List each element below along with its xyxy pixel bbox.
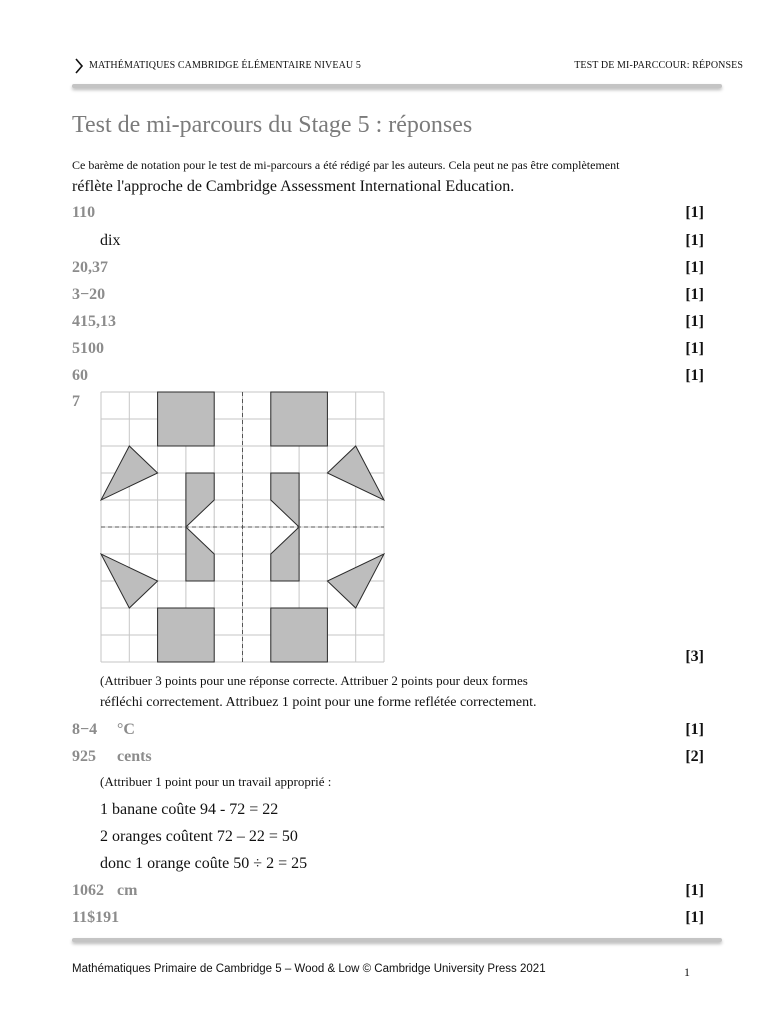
marking-note-7-line-1: (Attribuer 3 points pour une réponse correcte. Attribuer 2 points pour deux formes (100, 673, 528, 688)
mark-badge: [3] (685, 648, 704, 665)
answer-row-3 (72, 285, 704, 305)
intro-line-1: Ce barème de notation pour le test de mi-parcours a été rédigé par les auteurs. Cela peut ne pas être complètement (72, 158, 620, 172)
answer-label: 11$191 (72, 909, 120, 926)
answer-unit: °C (117, 721, 135, 738)
answer-row-8 (72, 720, 704, 740)
answer-unit: cents (117, 748, 152, 765)
answer-label: 5100 (72, 340, 104, 357)
answer-label: 60 (72, 367, 88, 384)
answer-label: 415,13 (72, 313, 116, 330)
marking-note-7-line-2: réfléchi correctement. Attribuez 1 point pour une forme reflétée correctement. (100, 695, 537, 710)
mark-badge: [1] (685, 882, 704, 899)
footer-credit: Mathématiques Primaire de Cambridge 5 – Wood & Low © Cambridge University Press 2021 (72, 963, 546, 975)
footer-divider (72, 938, 722, 942)
answer-label: 110 (72, 204, 96, 221)
answer-label: 1062 (72, 882, 104, 899)
answer-row-4 (72, 312, 704, 332)
answer-label: 20,37 (72, 259, 108, 276)
answer-text: dix (100, 232, 121, 249)
mark-badge: [1] (685, 340, 704, 357)
answer-label: 8−4 (72, 721, 98, 738)
page-number: 1 (684, 965, 690, 979)
square-top-left (158, 392, 215, 446)
answer-label: 925 (72, 748, 96, 765)
mark-badge: [1] (685, 721, 704, 738)
answer-unit: cm (117, 882, 138, 899)
mark-badge: [1] (685, 286, 704, 303)
mark-badge: [2] (685, 748, 704, 765)
page-title: Test de mi-parcours du Stage 5 : réponses (72, 112, 473, 138)
answer-row-2 (72, 258, 704, 278)
answer-row-9 (72, 747, 704, 767)
answer-row-6 (72, 366, 704, 386)
square-top-right (271, 392, 328, 446)
header-course-title: MATHÉMATIQUES CAMBRIDGE ÉLÉMENTAIRE NIVEAU 5 (89, 60, 361, 71)
header-section-title: TEST DE MI-PARCCOUR: RÉPONSES (574, 60, 743, 71)
working-line-3: donc 1 orange coûte 50 ÷ 2 = 25 (100, 855, 308, 872)
reflection-grid (100, 391, 385, 663)
answer-row-11 (72, 908, 704, 928)
mark-badge: [1] (685, 909, 704, 926)
mark-badge: [1] (685, 367, 704, 384)
mark-badge: [1] (685, 204, 704, 221)
answer-label: 3−20 (72, 286, 106, 303)
chevron-right-icon (74, 58, 84, 74)
answer-label: 7 (72, 393, 80, 410)
mark-badge: [1] (685, 259, 704, 276)
marking-note-9: (Attribuer 1 point pour un travail approprié : (100, 774, 332, 789)
header-divider (72, 84, 722, 88)
answer-row-5 (72, 339, 704, 359)
working-line-1: 1 banane coûte 94 - 72 = 22 (100, 801, 279, 818)
working-line-2: 2 oranges coûtent 72 – 22 = 50 (100, 828, 298, 845)
intro-line-2: réflète l'approche de Cambridge Assessment International Education. (72, 178, 515, 195)
mark-badge: [1] (685, 313, 704, 330)
answer-row-7-mark (72, 647, 704, 667)
mark-badge: [1] (685, 232, 704, 249)
answer-row-1b (72, 231, 704, 251)
answer-row-1 (72, 203, 704, 223)
answer-row-10 (72, 881, 704, 901)
